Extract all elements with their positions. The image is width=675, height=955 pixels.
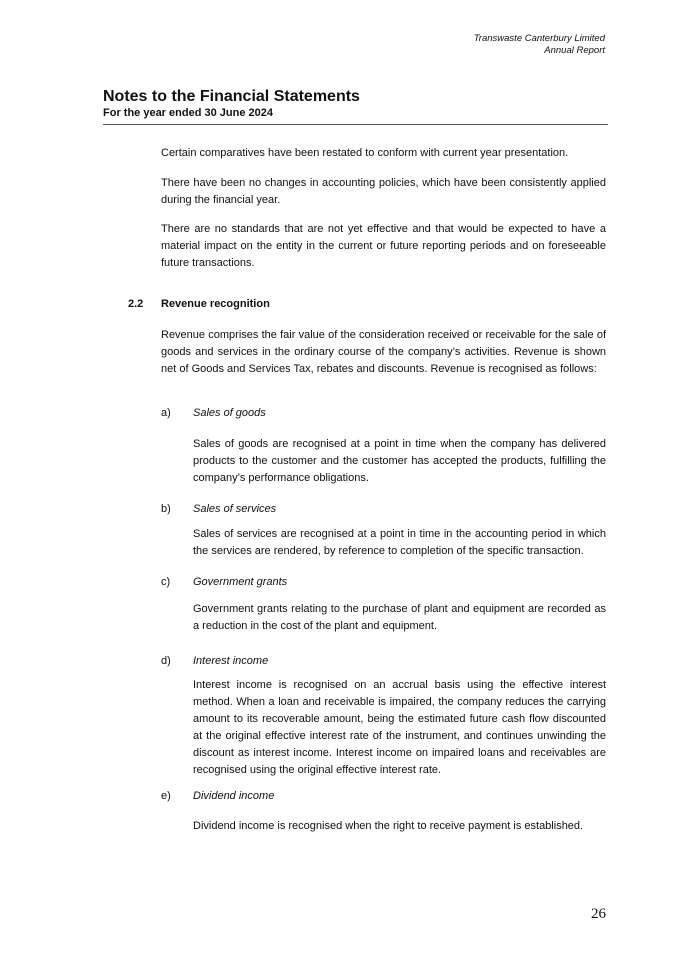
- item-title: Sales of goods: [193, 407, 266, 419]
- item-paragraph: Interest income is recognised on an accrual basis using the effective interest method. When a loan and receivable is impaired, the company reduces the carrying amount to its recoverable amount, being the estimated future cash flow discounted at the original effective interest rate of the instrument, and continues unwinding the discount as interest income. Interest income on impaired loans and receivables are recognised using the original effective interest rate.: [193, 679, 606, 776]
- section-paragraph: Revenue comprises the fair value of the consideration received or receivable for the sale of goods and services in the ordinary course of the company’s activities. Revenue is shown net of Goods and Services Tax, rebates and discounts. Revenue is recognised as follows:: [161, 329, 606, 375]
- item-title: Sales of services: [193, 503, 277, 515]
- intro-paragraph: There have been no changes in accounting policies, which have been consistently applied during the financial year.: [161, 177, 606, 206]
- header-divider: [103, 124, 608, 125]
- section-number: 2.2: [128, 298, 144, 310]
- section-heading: Revenue recognition: [161, 298, 270, 310]
- item-letter: b): [161, 503, 171, 515]
- item-paragraph: Dividend income is recognised when the right to receive payment is established.: [193, 820, 584, 832]
- item-paragraph: Sales of goods are recognised at a point in time when the company has delivered products to the customer and the customer has accepted the products, fulfilling the company’s performance obligations.: [193, 438, 606, 484]
- item-letter: c): [161, 576, 171, 588]
- page-number: 26: [591, 906, 606, 922]
- item-paragraph: Sales of services are recognised at a point in time in the accounting period in which the services are rendered, by reference to completion of the specific transaction.: [193, 528, 606, 557]
- item-letter: e): [161, 790, 171, 802]
- header-company: Transwaste Canterbury Limited: [473, 33, 605, 44]
- item-letter: d): [161, 655, 171, 667]
- item-title: Interest income: [193, 655, 269, 667]
- item-title: Dividend income: [193, 790, 275, 802]
- item-paragraph: Government grants relating to the purchase of plant and equipment are recorded as a reduction in the cost of the plant and equipment.: [193, 603, 606, 632]
- item-title: Government grants: [193, 576, 288, 588]
- page-subtitle: For the year ended 30 June 2024: [103, 107, 273, 119]
- page-title: Notes to the Financial Statements: [103, 88, 360, 105]
- intro-paragraph: There are no standards that are not yet effective and that would be expected to have a material impact on the entity in the current or future reporting periods and on foreseeable future transactions.: [161, 223, 606, 269]
- item-letter: a): [161, 407, 171, 419]
- intro-paragraph: Certain comparatives have been restated to conform with current year presentation.: [161, 147, 569, 159]
- header-report-type: Annual Report: [544, 45, 605, 56]
